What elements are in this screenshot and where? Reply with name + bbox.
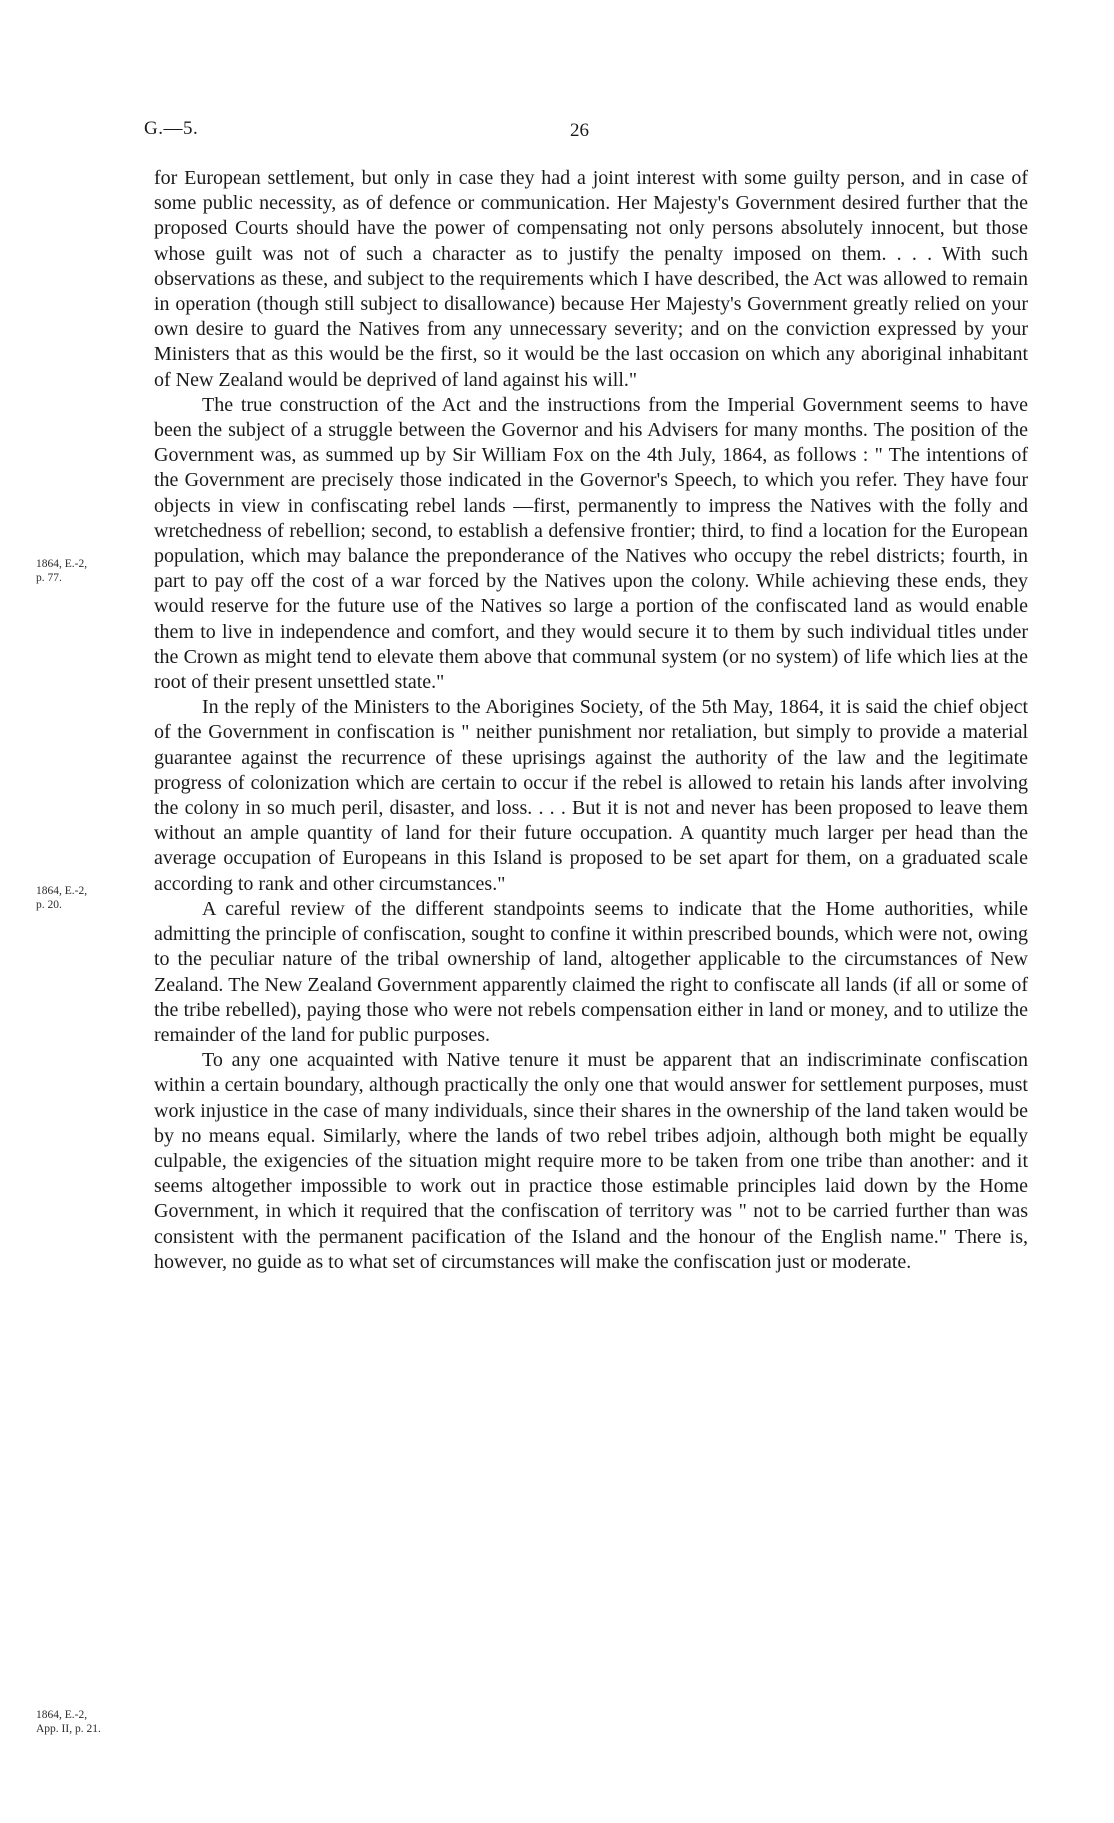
document-reference: G.—5. xyxy=(144,118,199,139)
margin-note xyxy=(36,557,87,585)
margin-note-line: 1864, E.-2, xyxy=(36,558,88,570)
margin-note-line: App. II, p. 21. xyxy=(36,1723,101,1735)
paragraph: The true construction of the Act and the instructions from the Imperial Government seems to have been the subject of a struggle between the Governor and his Advisers for many months. The position of the Government was, as summed up by Sir William Fox on the 4th July, 1864, as follows : " The intentions of the Government are precisely those indicated in the Governor's Speech, to which you refer. They have four objects in view in confiscating rebel lands —first, permanently to impress the Natives with the folly and wretchedness of rebellion; second, to establish a defensive frontier; third, to find a location for the European population, which may balance the preponderance of the Natives who occupy the rebel districts; fourth, in part to pay off the cost of a war forced by the Natives upon the colony. While achieving these ends, they would reserve for the future use of the Natives so large a portion of the confiscated land as would enable them to live in independence and comfort, and they would secure it to them by such individual titles under the Crown as might tend to elevate them above that communal system (or no system) of life which lies at the root of their present unsettled state." xyxy=(154,393,1028,694)
margin-note-line: 1864, E.-2, xyxy=(36,885,88,897)
body-text xyxy=(154,166,1028,1275)
page-number: 26 xyxy=(570,120,589,141)
margin-note-line: p. 77. xyxy=(36,572,62,584)
paragraph: To any one acquainted with Native tenure it must be apparent that an indiscriminate confiscation within a certain boundary, although practically the only one that would answer for settlement purposes, must work injustice in the case of many individuals, since their shares in the ownership of the land taken would be by no means equal. Similarly, where the lands of two rebel tribes adjoin, although both might be equally culpable, the exigencies of the situation might require more to be taken from one tribe than another: and it seems altogether impossible to work out in practice those estimable principles laid down by the Home Government, in which it required that the confiscation of territory was " not to be carried further than was consistent with the permanent pacification of the Island and the honour of the English name." There is, however, no guide as to what set of circumstances will make the confiscation just or moderate. xyxy=(154,1049,1028,1273)
margin-note xyxy=(36,884,87,912)
paragraph: for European settlement, but only in case they had a joint interest with some guilty person, and in case of some public necessity, as of defence or communication. Her Majesty's Government desired further that the proposed Courts should have the power of compensating not only persons absolutely innocent, but those whose guilt was not of such a character as to justify the penalty imposed on them. . . . With such observations as these, and subject to the requirements which I have described, the Act was allowed to remain in operation (though still subject to disallowance) because Her Majesty's Government greatly relied on your own desire to guard the Natives from any unnecessary severity; and on the conviction expressed by your Ministers that as this would be the first, so it would be the last occasion on which any aboriginal inhabitant of New Zealand would be deprived of land against his will." xyxy=(154,167,1028,391)
paragraph: A careful review of the different standpoints seems to indicate that the Home authorities, while admitting the principle of confiscation, sought to confine it within prescribed bounds, which were not, owing to the peculiar nature of the tribal ownership of land, altogether applicable to the circumstances of New Zealand. The New Zealand Government apparently claimed the right to confiscate all lands (if all or some of the tribe rebelled), paying those who were not rebels compensation either in land or money, and to utilize the remainder of the land for public purposes. xyxy=(154,897,1028,1046)
margin-note-line: p. 20. xyxy=(36,899,62,911)
margin-note-line: 1864, E.-2, xyxy=(36,1709,88,1721)
paragraph: In the reply of the Ministers to the Aborigines Society, of the 5th May, 1864, it is said the chief object of the Government in confiscation is " neither punishment nor retaliation, but simply to provide a material guarantee against the recurrence of these uprisings against the authority of the law and the legitimate progress of colonization which are certain to occur if the rebel is allowed to retain his lands after involving the colony in so much peril, disaster, and loss. . . . But it is not and never has been proposed to leave them without an ample quantity of land for their future occupation. A quantity much larger per head than the average occupation of Europeans in this Island is proposed to be set apart for them, on a graduated scale according to rank and other circumstances." xyxy=(154,696,1028,895)
margin-note xyxy=(36,1708,101,1736)
